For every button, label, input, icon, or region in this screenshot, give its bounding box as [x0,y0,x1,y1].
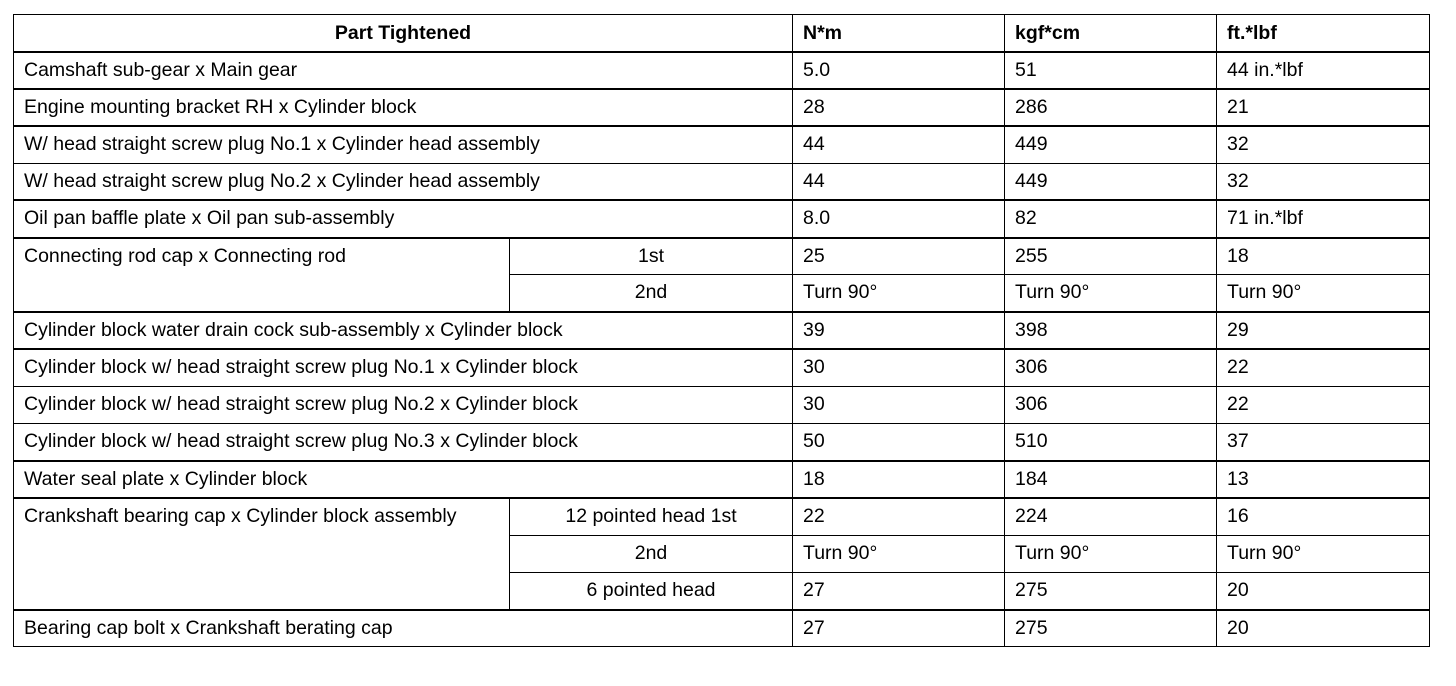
nm-cell: 30 [793,386,1005,423]
table-row [14,163,1430,200]
nm-cell: 18 [793,461,1005,498]
table-row [14,498,1430,535]
ft-cell: Turn 90° [1217,275,1430,312]
nm-cell: 28 [793,89,1005,126]
ft-cell: 29 [1217,312,1430,349]
ft-cell: 20 [1217,572,1430,609]
part-cell: Bearing cap bolt x Crankshaft berating cap [14,610,793,647]
kgf-cell: 286 [1005,89,1217,126]
nm-cell: 27 [793,572,1005,609]
kgf-cell: Turn 90° [1005,535,1217,572]
kgf-cell: 449 [1005,126,1217,163]
ft-cell: 16 [1217,498,1430,535]
kgf-cell: 306 [1005,349,1217,386]
nm-cell: 22 [793,498,1005,535]
kgf-cell: 224 [1005,498,1217,535]
ft-cell: 37 [1217,424,1430,461]
kgf-cell: 82 [1005,200,1217,237]
header-kgf-cm: kgf*cm [1005,15,1217,52]
table-row [14,52,1430,89]
nm-cell: 5.0 [793,52,1005,89]
table-row [14,461,1430,498]
table-row [14,312,1430,349]
part-cell: Camshaft sub-gear x Main gear [14,52,793,89]
ft-cell: 32 [1217,163,1430,200]
table-row [14,386,1430,423]
ft-cell: Turn 90° [1217,535,1430,572]
kgf-cell: 255 [1005,238,1217,275]
ft-cell: 32 [1217,126,1430,163]
kgf-cell: 398 [1005,312,1217,349]
kgf-cell: 306 [1005,386,1217,423]
table-row [14,89,1430,126]
part-cell: Cylinder block w/ head straight screw plug No.3 x Cylinder block [14,424,793,461]
step-cell: 6 pointed head [510,572,793,609]
ft-cell: 22 [1217,349,1430,386]
nm-cell: Turn 90° [793,535,1005,572]
nm-cell: 39 [793,312,1005,349]
part-cell: Cylinder block water drain cock sub-assembly x Cylinder block [14,312,793,349]
kgf-cell: 449 [1005,163,1217,200]
part-cell: Crankshaft bearing cap x Cylinder block assembly [14,498,510,610]
ft-cell: 71 in.*lbf [1217,200,1430,237]
ft-cell: 44 in.*lbf [1217,52,1430,89]
nm-cell: 44 [793,126,1005,163]
nm-cell: 8.0 [793,200,1005,237]
table-row [14,424,1430,461]
part-cell: W/ head straight screw plug No.1 x Cylinder head assembly [14,126,793,163]
part-cell: Connecting rod cap x Connecting rod [14,238,510,312]
table-header-row [14,15,1430,52]
table-row [14,238,1430,275]
ft-cell: 22 [1217,386,1430,423]
header-ft-lbf: ft.*lbf [1217,15,1430,52]
kgf-cell: 275 [1005,572,1217,609]
table-row [14,349,1430,386]
table-row [14,200,1430,237]
kgf-cell: 275 [1005,610,1217,647]
step-cell: 2nd [510,275,793,312]
step-cell: 2nd [510,535,793,572]
ft-cell: 21 [1217,89,1430,126]
nm-cell: 30 [793,349,1005,386]
header-nm: N*m [793,15,1005,52]
nm-cell: 44 [793,163,1005,200]
part-cell: Cylinder block w/ head straight screw plug No.1 x Cylinder block [14,349,793,386]
nm-cell: 50 [793,424,1005,461]
part-cell: W/ head straight screw plug No.2 x Cylinder head assembly [14,163,793,200]
nm-cell: 27 [793,610,1005,647]
part-cell: Cylinder block w/ head straight screw plug No.2 x Cylinder block [14,386,793,423]
kgf-cell: 510 [1005,424,1217,461]
header-part-tightened: Part Tightened [14,15,793,52]
kgf-cell: 51 [1005,52,1217,89]
part-cell: Oil pan baffle plate x Oil pan sub-assembly [14,200,793,237]
nm-cell: 25 [793,238,1005,275]
step-cell: 12 pointed head 1st [510,498,793,535]
kgf-cell: Turn 90° [1005,275,1217,312]
nm-cell: Turn 90° [793,275,1005,312]
part-cell: Water seal plate x Cylinder block [14,461,793,498]
torque-spec-table [13,14,1430,647]
part-cell: Engine mounting bracket RH x Cylinder block [14,89,793,126]
step-cell: 1st [510,238,793,275]
table-row [14,610,1430,647]
kgf-cell: 184 [1005,461,1217,498]
ft-cell: 20 [1217,610,1430,647]
ft-cell: 13 [1217,461,1430,498]
ft-cell: 18 [1217,238,1430,275]
table-row [14,126,1430,163]
